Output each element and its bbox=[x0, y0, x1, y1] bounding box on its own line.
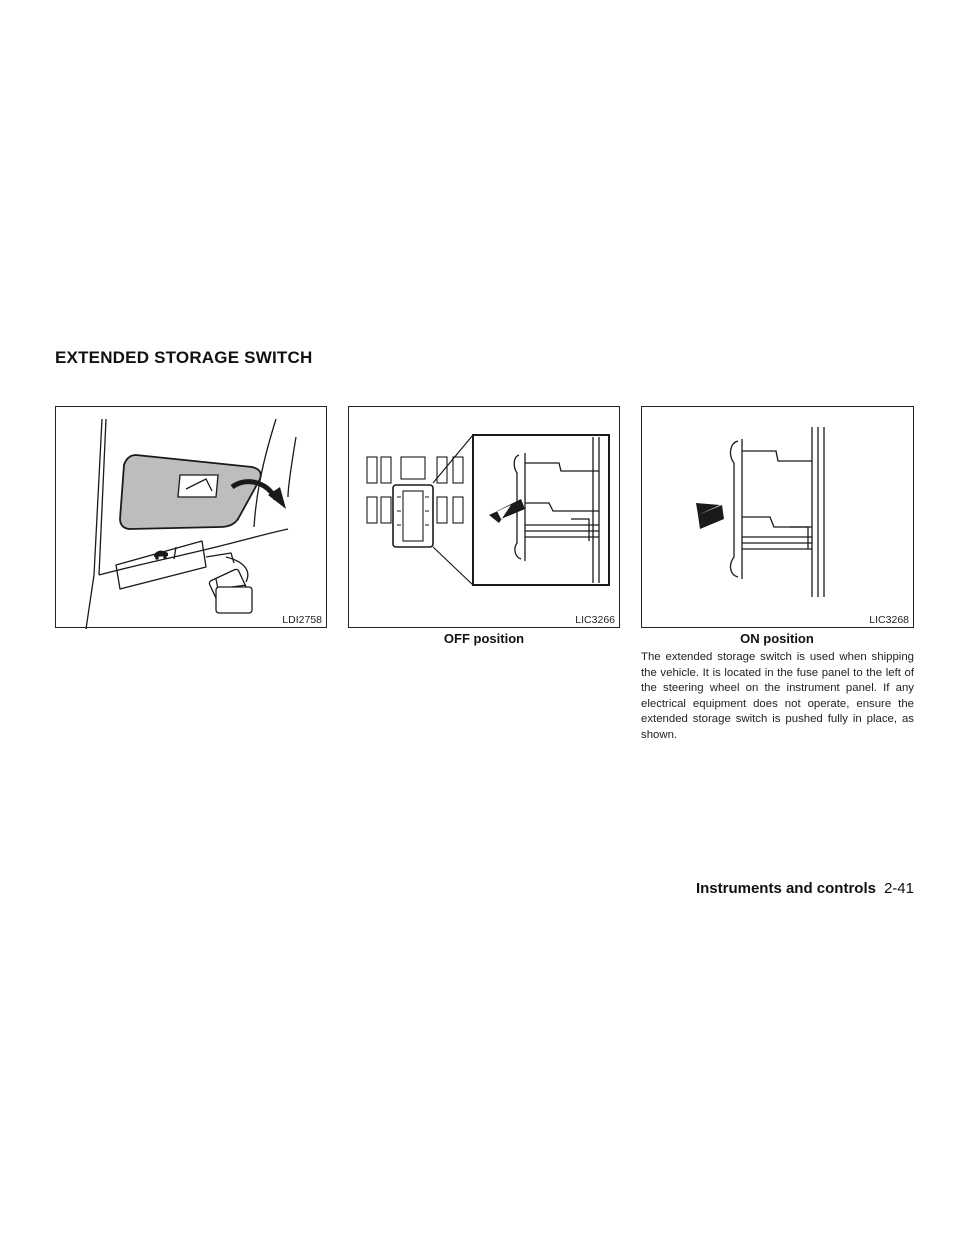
body-paragraph: The extended storage switch is used when shipping the vehicle. It is located in the fuse panel to the left of the steering wheel on the instrument panel. If any electrical equipment does not operate, ensure the extended storage switch is pushed fully in place, as shown. bbox=[641, 651, 914, 741]
switch-on-illustration bbox=[642, 407, 915, 629]
figure-code: LIC3266 bbox=[575, 614, 615, 626]
fuse-panel-cover-illustration bbox=[56, 407, 328, 629]
figure-fuse-panel-location bbox=[55, 406, 327, 628]
section-title: EXTENDED STORAGE SWITCH bbox=[55, 348, 313, 367]
footer-section-name: Instruments and controls bbox=[695, 880, 876, 897]
page-number: 2-41 bbox=[883, 880, 914, 897]
caption-on-position: ON position bbox=[740, 631, 814, 646]
page-footer bbox=[696, 880, 914, 897]
arrow-right-icon bbox=[696, 503, 724, 529]
figure-code: LDI2758 bbox=[282, 614, 322, 626]
caption-off-position: OFF position bbox=[443, 631, 525, 646]
figure-code: LIC3268 bbox=[869, 614, 909, 626]
switch-off-illustration bbox=[349, 407, 621, 629]
figure-on-position bbox=[641, 406, 914, 628]
figure-off-position bbox=[348, 406, 620, 628]
